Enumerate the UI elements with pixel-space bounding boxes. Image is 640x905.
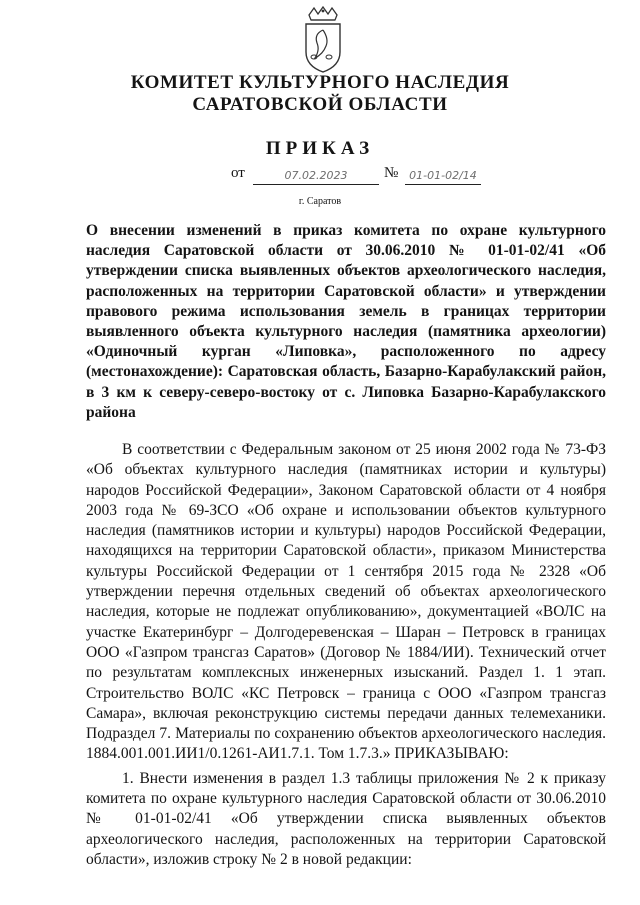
org-name-line1: КОМИТЕТ КУЛЬТУРНОГО НАСЛЕДИЯ <box>130 72 510 93</box>
body-paragraph: 1. Внести изменения в раздел 1.3 таблицы приложения № 2 к приказу комитета по охране культурного наследия Саратовской области от 30.06.2010 № 01-01-02/41 «Об утверждении списка выявленных объектов археологического наследия, расположенных на территории Саратовской области», изложив строку № 2 в новой редакции: <box>86 769 606 868</box>
document-body <box>86 440 606 870</box>
org-name-line2: САРАТОВСКОЙ ОБЛАСТИ <box>192 94 448 115</box>
body-paragraph: В соответствии с Федеральным законом от 25 июня 2002 года № 73-ФЗ «Об объектах культурного наследия (памятниках истории и культуры) народов Российской Федерации», Законом Саратовской области от 4 ноября 2003 года № 69-ЗСО «Об охране и использовании объектов культурного наследия (памятников истории и культуры) народов Российской Федерации, находящихся на территории Саратовской области», приказом Министерства культуры Российской Федерации от 1 сентября 2015 года № 2328 «Об утверждении перечня отдельных сведений об объектах археологического наследия, которые не подлежат опубликованию», документацией «ВОЛС на участке Екатеринбург – Долгодеревенская – Шаран – Петровск в границах ООО «Газпром трансгаз Саратов» (Договор № 1884/ИИ). Технический отчет по результатам комплексных инженерных изысканий. Раздел 1. 1 этап. Строительство ВОЛС «КС Петровск – граница с ООО «Газпром трансгаз Самара», включая реконструкцию системы передачи данных телемеханики. Подраздел 7. Материалы по сохранению объектов археологического наследия. 1884.001.001.ИИ1/0.1261-АИ1.7.1. Том 1.7.3.» ПРИКАЗЫВАЮ: <box>86 441 606 763</box>
date-value: 07.02.2023 <box>253 168 379 185</box>
number-label: № <box>384 165 399 181</box>
document-subject: О внесении изменений в приказ комитета по охране культурного наследия Саратовской области от 30.06.2010 № 01-01-02/41 «Об утверждении списка выявленных объектов археологического наследия, расположенных на территории Саратовской области» и утверждении правового режима использования земель в границах территории выявленного объекта культурного наследия (памятника археологии) «Одиночный курган «Липовка», расположенного по адресу (местонахождение): Саратовская область, Базарно-Карабулакский район, в 3 км к северу-северо-востоку от с. Липовка Базарно-Карабулакского района <box>86 222 606 421</box>
document-type-title: ПРИКАЗ <box>265 138 375 159</box>
saratov-coat-of-arms-icon <box>300 6 346 74</box>
date-label: от <box>231 165 245 181</box>
number-value: 01-01-02/14 <box>405 168 481 185</box>
city-label: г. Саратов <box>298 196 342 207</box>
